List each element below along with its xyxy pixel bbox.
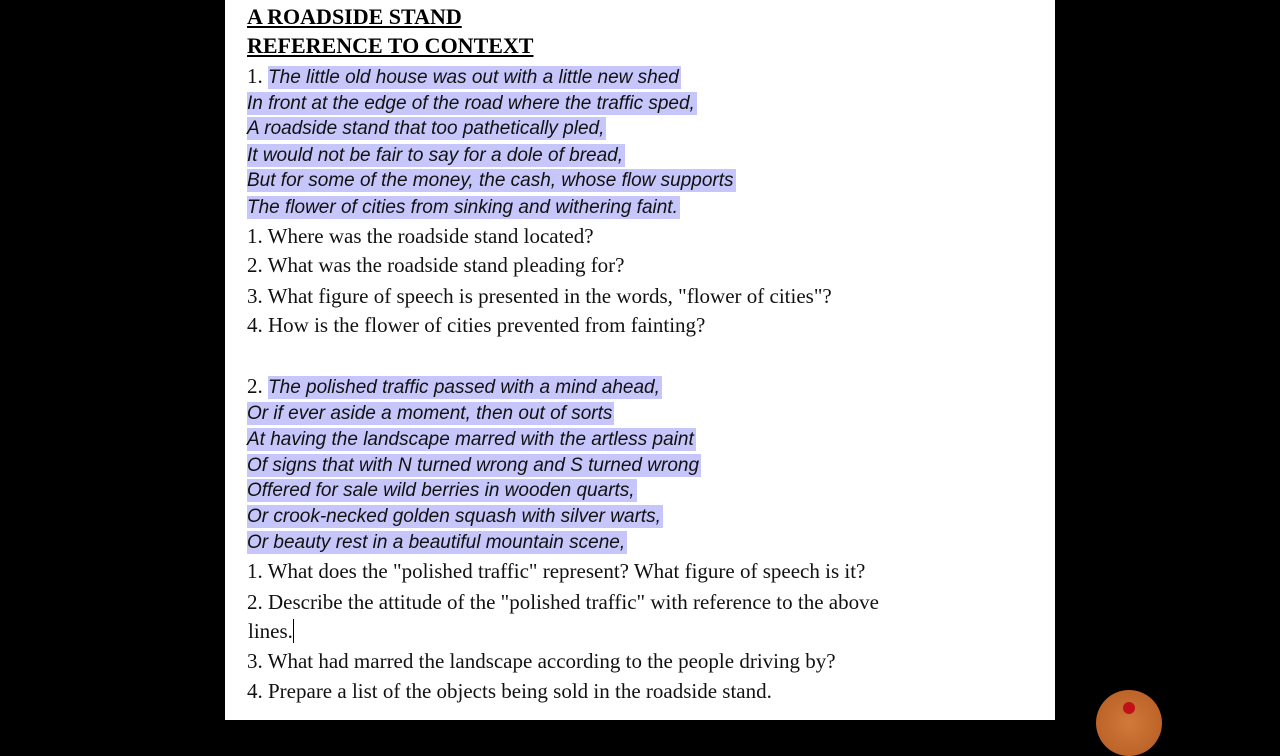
question[interactable]: 2. Describe the attitude of the "polished traffic" with reference to the above xyxy=(247,590,879,614)
document-page[interactable] xyxy=(225,0,1055,720)
doc-subtitle: REFERENCE TO CONTEXT xyxy=(247,33,534,58)
poem-line[interactable]: The flower of cities from sinking and withering faint. xyxy=(247,197,678,218)
text-cursor: lines. xyxy=(248,619,293,643)
question[interactable]: 4. How is the flower of cities prevented from fainting? xyxy=(247,313,706,337)
section-number: 1. xyxy=(247,64,263,88)
question[interactable]: 1. What does the "polished traffic" represent? What figure of speech is it? xyxy=(247,559,866,583)
poem-line[interactable]: 2. The polished traffic passed with a mind ahead, xyxy=(247,374,660,398)
question[interactable]: 2. What was the roadside stand pleading for? xyxy=(247,253,625,277)
poem-line[interactable]: Or beauty rest in a beautiful mountain scene, xyxy=(247,532,626,553)
poem-line[interactable]: Or crook-necked golden squash with silver warts, xyxy=(247,506,661,527)
poem-line[interactable]: Offered for sale wild berries in wooden quarts, xyxy=(247,480,635,501)
poem-line[interactable]: 1. The little old house was out with a little new shed xyxy=(247,64,679,88)
poem-line[interactable]: In front at the edge of the road where the traffic sped, xyxy=(247,93,695,114)
question[interactable]: 4. Prepare a list of the objects being sold in the roadside stand. xyxy=(247,679,772,703)
question[interactable]: 3. What had marred the landscape according to the people driving by? xyxy=(247,649,836,673)
doc-title: A ROADSIDE STAND xyxy=(247,4,462,29)
poem-line[interactable]: But for some of the money, the cash, whose flow supports xyxy=(247,170,734,191)
section-number: 2. xyxy=(247,374,263,398)
record-button-icon[interactable] xyxy=(1096,690,1162,756)
poem-line[interactable]: It would not be fair to say for a dole of bread, xyxy=(247,145,624,166)
poem-line[interactable]: Of signs that with N turned wrong and S turned wrong xyxy=(247,455,700,476)
poem-line[interactable]: At having the landscape marred with the artless paint xyxy=(247,429,694,450)
question[interactable] xyxy=(247,618,294,644)
question[interactable]: 1. Where was the roadside stand located? xyxy=(247,224,594,248)
poem-line[interactable]: A roadside stand that too pathetically pled, xyxy=(247,118,605,139)
poem-line[interactable]: Or if ever aside a moment, then out of sorts xyxy=(247,403,613,424)
question[interactable]: 3. What figure of speech is presented in the words, "flower of cities"? xyxy=(247,284,832,308)
